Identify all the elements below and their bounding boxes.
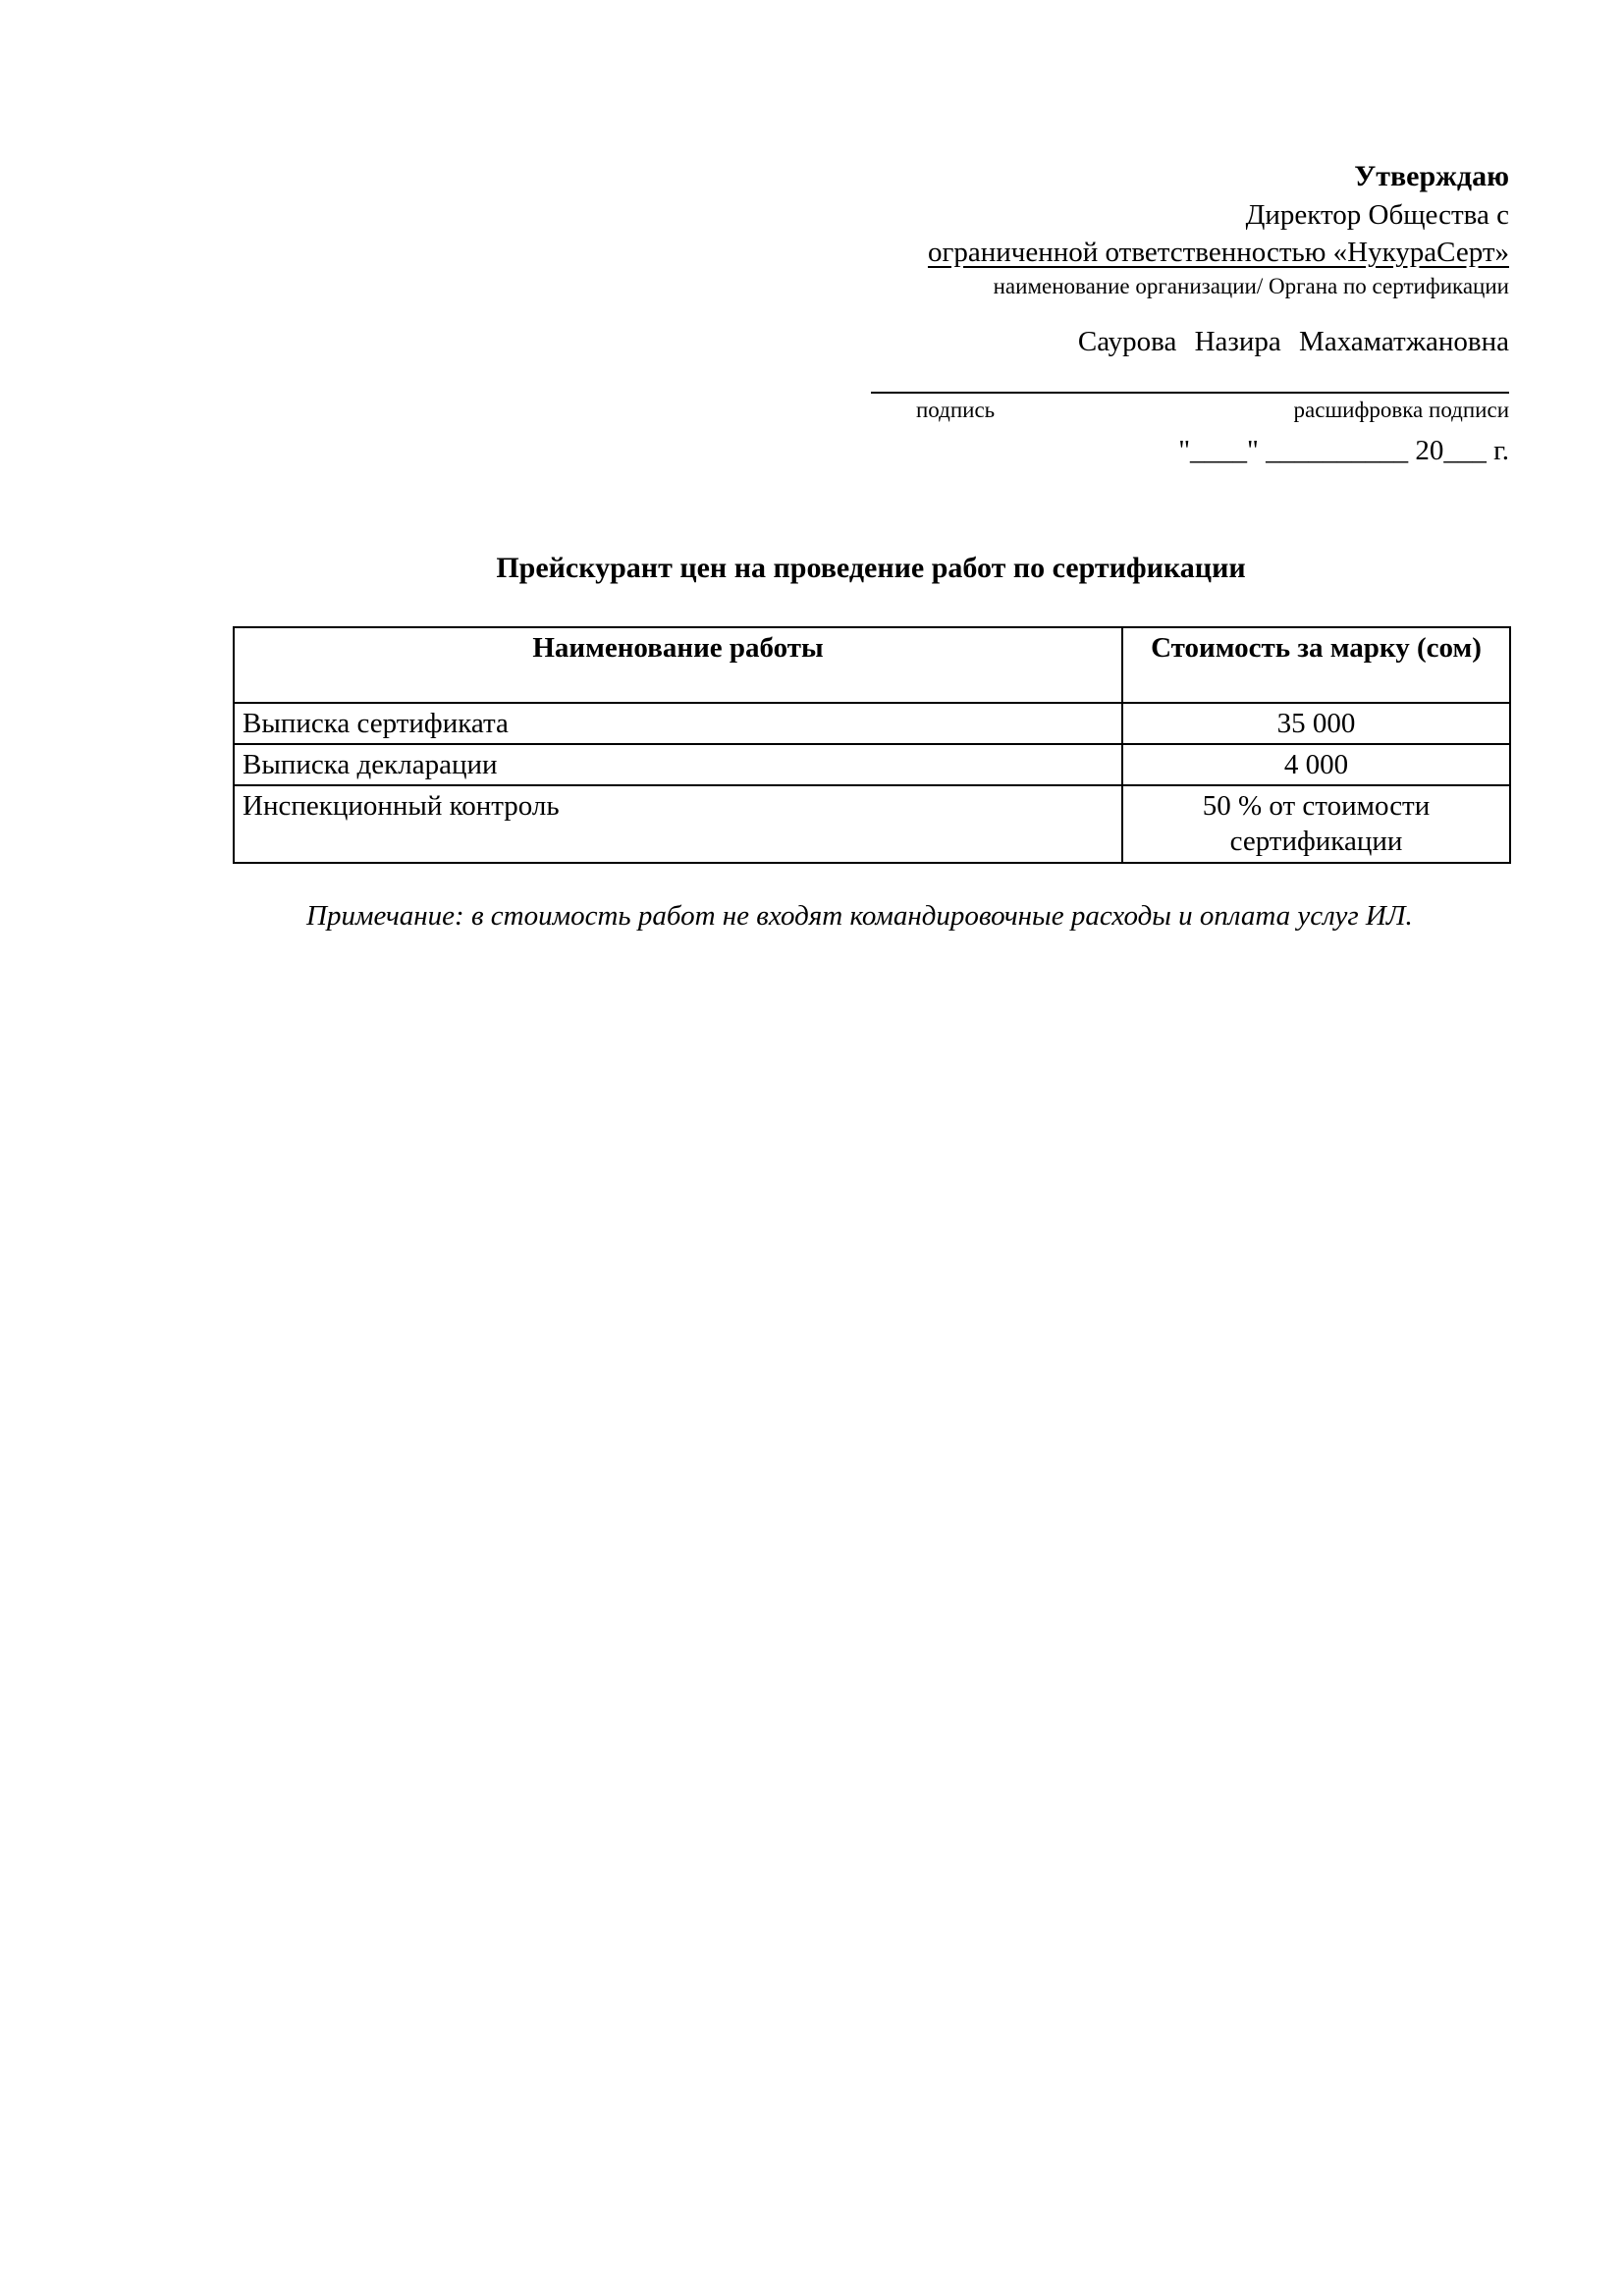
date-blank-line: "____" __________ 20___ г.: [1178, 435, 1509, 466]
signature-decode-label: расшифровка подписи: [1293, 398, 1509, 422]
table-row: [234, 785, 1510, 863]
approval-block: [733, 157, 1509, 470]
signature-line: [871, 361, 1509, 394]
price-cell: 35 000: [1122, 703, 1510, 744]
table-header-price: Стоимость за марку (сом): [1122, 627, 1510, 703]
price-table: [233, 626, 1511, 864]
work-name-cell: Выписка сертификата: [234, 703, 1122, 744]
org-line-company-name: ограниченной ответственностью «НукураСерт»: [927, 237, 1509, 268]
approve-word: Утверждаю: [1354, 160, 1509, 192]
price-cell: 50 % от стоимости сертификации: [1122, 785, 1510, 863]
page-title: Прейскурант цен на проведение работ по сертификации: [496, 552, 1246, 584]
signature-labels-row: [871, 396, 1509, 425]
table-header-row: [234, 627, 1510, 703]
signature-label: подпись: [916, 398, 996, 422]
work-name-cell: Выписка декларации: [234, 744, 1122, 785]
price-cell: 4 000: [1122, 744, 1510, 785]
table-row: [234, 744, 1510, 785]
work-name-cell: Инспекционный контроль: [234, 785, 1122, 863]
director-name: Саурова Назира Махаматжановна: [1077, 326, 1509, 357]
org-line-director: Директор Общества с: [1245, 199, 1509, 231]
table-row: [234, 703, 1510, 744]
note-paragraph: Примечание: в стоимость работ не входят командировочные расходы и оплата услуг ИЛ.: [306, 900, 1413, 932]
table-header-work-name: Наименование работы: [234, 627, 1122, 703]
org-caption: наименование организации/ Органа по сертификации: [993, 274, 1509, 298]
